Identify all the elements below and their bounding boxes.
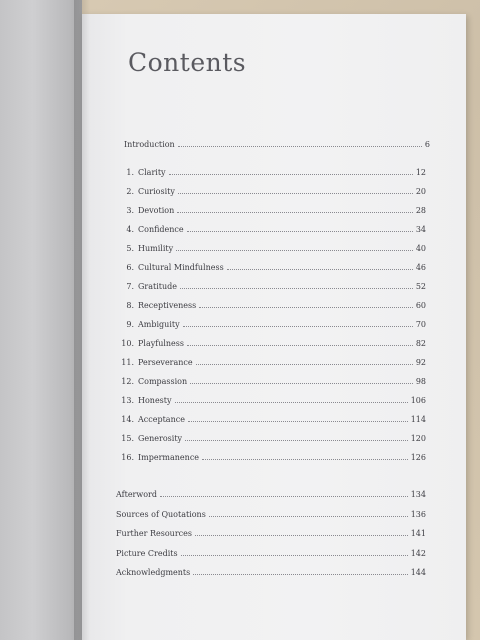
toc-entry-introduction [124,140,430,154]
toc-entry-label: Humility [138,244,174,253]
dot-leader [190,382,413,384]
toc-entry-label: Perseverance [138,358,193,367]
spine-shadow [74,0,90,640]
toc-entry-chapter [118,434,426,448]
toc-entry-page: 34 [415,225,426,234]
toc-entry-label: Playfulness [138,339,184,348]
chapter-number: 5. [126,244,134,253]
toc-entry-page: 6 [424,140,430,149]
toc-entry-page: 126 [410,453,426,462]
chapter-number: 16. [121,453,134,462]
toc-entry-back-matter [116,568,426,582]
toc-entry-chapter [118,320,426,334]
dot-leader [209,515,408,517]
dot-leader [199,306,413,308]
dot-leader [176,249,413,251]
toc-entry-chapter [118,187,426,201]
toc-entry-label: Picture Credits [116,548,178,558]
toc-entry-page: 82 [415,339,426,348]
toc-entry-page: 46 [415,263,426,272]
toc-entry-back-matter [116,490,426,504]
toc-entry-chapter [118,263,426,277]
toc-entry-label: Receptiveness [138,301,197,310]
dot-leader [193,573,407,575]
toc-entry-chapter [118,244,426,258]
toc-entry-page: 60 [415,301,426,310]
toc-entry-page: 70 [415,320,426,329]
dot-leader [185,439,408,441]
toc-entry-page: 142 [410,548,426,558]
toc-entry-label: Afterword [116,490,157,499]
toc-entry-label: Introduction [124,140,175,149]
toc-entry-label: Clarity [138,168,166,177]
dot-leader [169,173,413,175]
dot-leader [196,363,413,365]
toc-entry-label: Gratitude [138,282,177,291]
dot-leader [175,401,408,403]
toc-entry-page: 98 [415,377,426,386]
dot-leader [183,325,413,327]
dot-leader [177,211,413,213]
chapter-number: 7. [126,282,134,291]
toc-entry-page: 20 [415,187,426,196]
dot-leader [188,420,408,422]
dot-leader [195,534,408,536]
toc-entry-page: 12 [415,168,426,177]
chapter-number: 3. [126,206,134,215]
toc-entry-label: Acceptance [138,415,185,424]
chapter-number: 2. [126,187,134,196]
chapter-number: 9. [126,320,134,329]
chapter-number: 6. [126,263,134,272]
dot-leader [160,495,408,497]
toc-entry-page: 134 [410,490,426,499]
toc-entry-label: Devotion [138,206,175,215]
toc-entry-label: Honesty [138,396,172,405]
toc-entry-page: 114 [410,415,426,424]
toc-entry-label: Ambiguity [138,320,180,329]
dot-leader [227,268,413,270]
chapter-number: 14. [121,415,134,424]
toc-entry-chapter [118,225,426,239]
chapter-number: 11. [121,358,134,367]
chapter-number: 10. [121,339,134,348]
dot-leader [178,145,422,147]
toc-entry-chapter [118,396,426,410]
toc-entry-page: 52 [415,282,426,291]
toc-entry-chapter [118,206,426,220]
toc-entry-page: 106 [410,396,426,405]
toc-entry-page: 120 [410,434,426,443]
chapter-number: 13. [121,396,134,405]
toc-entry-page: 40 [415,244,426,253]
dot-leader [187,344,413,346]
toc-entry-chapter [118,358,426,372]
left-page [0,0,82,640]
toc-entry-label: Further Resources [116,529,192,538]
dot-leader [178,192,413,194]
chapter-number: 8. [126,301,134,310]
toc-entry-page: 141 [410,529,426,538]
chapter-number: 1. [126,168,134,177]
toc-entry-back-matter [116,529,426,543]
chapter-number: 4. [126,225,134,234]
toc-entry-chapter [118,282,426,296]
toc-entry-chapter [118,168,426,182]
toc-entry-chapter [118,301,426,315]
toc-entry-chapter [118,339,426,353]
toc-entry-label: Compassion [138,377,188,386]
dot-leader [187,230,413,232]
toc-entry-label: Impermanence [138,453,200,462]
toc-entry-page: 136 [410,509,426,519]
toc-entry-page: 92 [415,358,426,367]
toc-entry-label: Sources of Quotations [116,509,206,519]
toc-entry-chapter [118,453,426,467]
toc-entry-chapter [118,415,426,429]
toc-entry-label: Curiosity [138,187,175,196]
toc-entry-label: Confidence [138,225,184,234]
toc-entry-page: 144 [410,568,426,577]
dot-leader [180,287,413,289]
page-title: Contents [128,48,247,77]
toc-entry-label: Acknowledgments [116,568,191,577]
toc-entry-back-matter [116,510,426,524]
chapter-number: 12. [121,377,134,386]
toc-entry-page: 28 [415,206,426,215]
toc-entry-back-matter [116,549,426,563]
toc-entry-label: Generosity [138,434,183,443]
toc-entry-label: Cultural Mindfulness [138,263,224,272]
toc-entry-chapter [118,377,426,391]
dot-leader [202,458,408,460]
dot-leader [181,554,408,556]
chapter-number: 15. [121,434,134,443]
